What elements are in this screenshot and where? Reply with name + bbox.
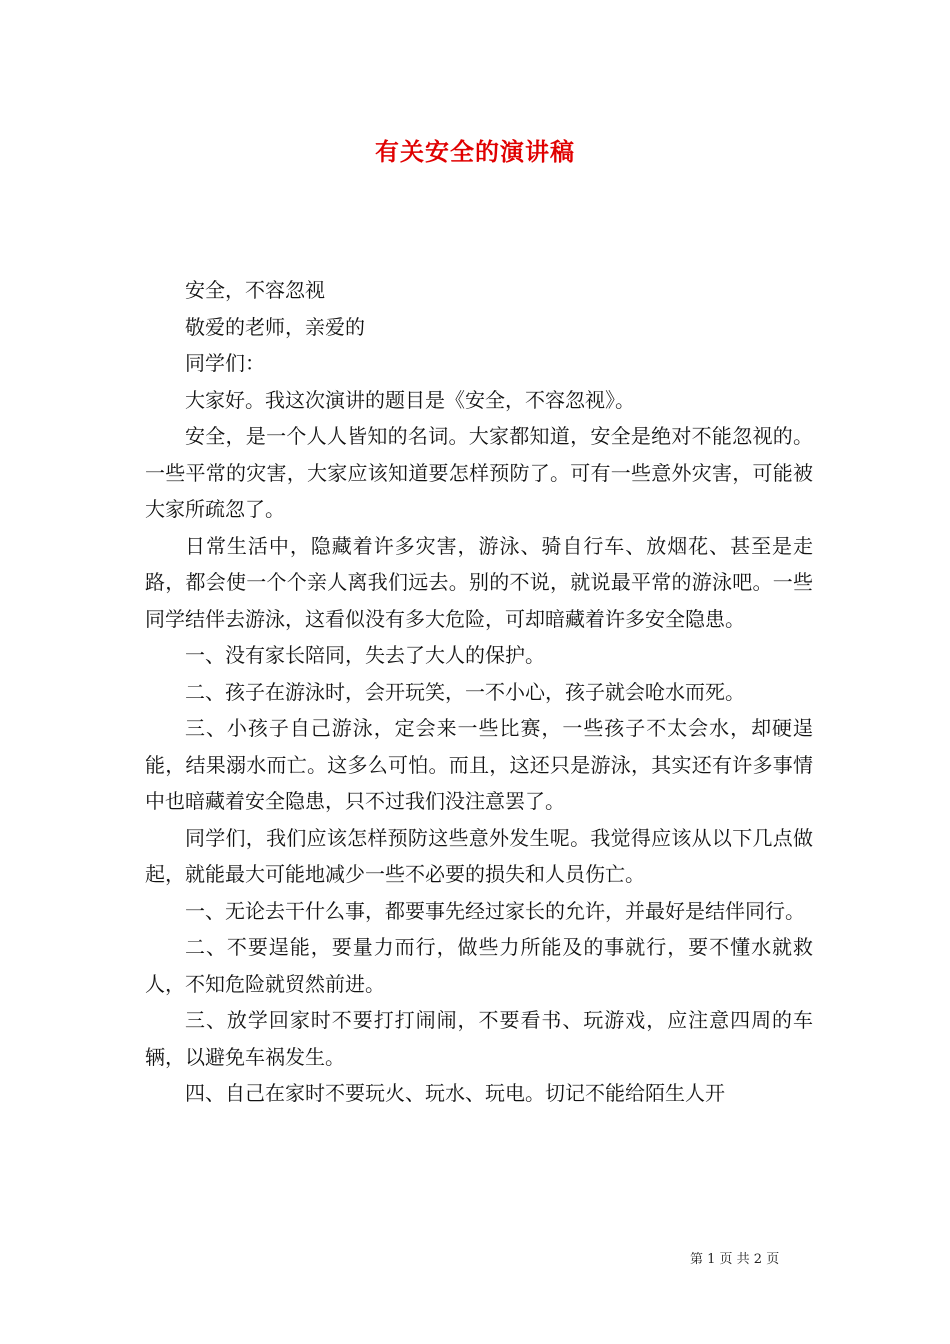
paragraph-list-item: 三、放学回家时不要打打闹闹，不要看书、玩游戏，应注意四周的车辆，以避免车祸发生。 (145, 1008, 813, 1069)
paragraph-list-item: 三、小孩子自己游泳，定会来一些比赛，一些孩子不太会水，却硬逞能，结果溺水而亡。这多么可怕。而且，这还只是游泳，其实还有许多事情中也暗藏着安全隐患，只不过我们没注意罢了。 (145, 716, 813, 813)
paragraph-list-item: 一、没有家长陪同，失去了大人的保护。 (185, 643, 545, 667)
paragraph-list-item: 二、孩子在游泳时，会开玩笑，一不小心，孩子就会呛水而死。 (185, 679, 745, 704)
page-number-footer: 第 1 页 共 2 页 (690, 1252, 780, 1267)
paragraph-subtitle: 安全，不容忽视 (185, 278, 325, 302)
paragraph-list-item: 二、不要逞能，要量力而行，做些力所能及的事就行，要不懂水就救人，不知危险就贸然前进。 (145, 935, 813, 996)
paragraph-body: 安全，是一个人人皆知的名词。大家都知道，安全是绝对不能忽视的。一些平常的灾害，大家应该知道要怎样预防了。可有一些意外灾害，可能被大家所疏忽了。 (145, 424, 813, 521)
paragraph-body: 同学们，我们应该怎样预防这些意外发生呢。我觉得应该从以下几点做起，就能最大可能地减少一些不必要的损失和人员伤亡。 (145, 825, 813, 886)
document-body (145, 272, 813, 1112)
paragraph-salutation: 敬爱的老师，亲爱的 (185, 314, 365, 339)
paragraph-body: 日常生活中，隐藏着许多灾害，游泳、骑自行车、放烟花、甚至是走路，都会使一个个亲人离我们远去。别的不说，就说最平常的游泳吧。一些同学结伴去游泳，这看似没有多大危险，可却暗藏着许多安全隐患。 (145, 533, 813, 631)
paragraph-list-item: 一、无论去干什么事，都要事先经过家长的允许，并最好是结伴同行。 (185, 898, 805, 923)
paragraph-list-item: 四、自己在家时不要玩火、玩水、玩电。切记不能给陌生人开 (185, 1081, 725, 1105)
document-title: 有关安全的演讲稿 (375, 137, 575, 166)
paragraph-salutation-cont: 同学们： (185, 351, 265, 375)
paragraph-greeting: 大家好。我这次演讲的题目是《安全，不容忽视》。 (185, 387, 635, 412)
